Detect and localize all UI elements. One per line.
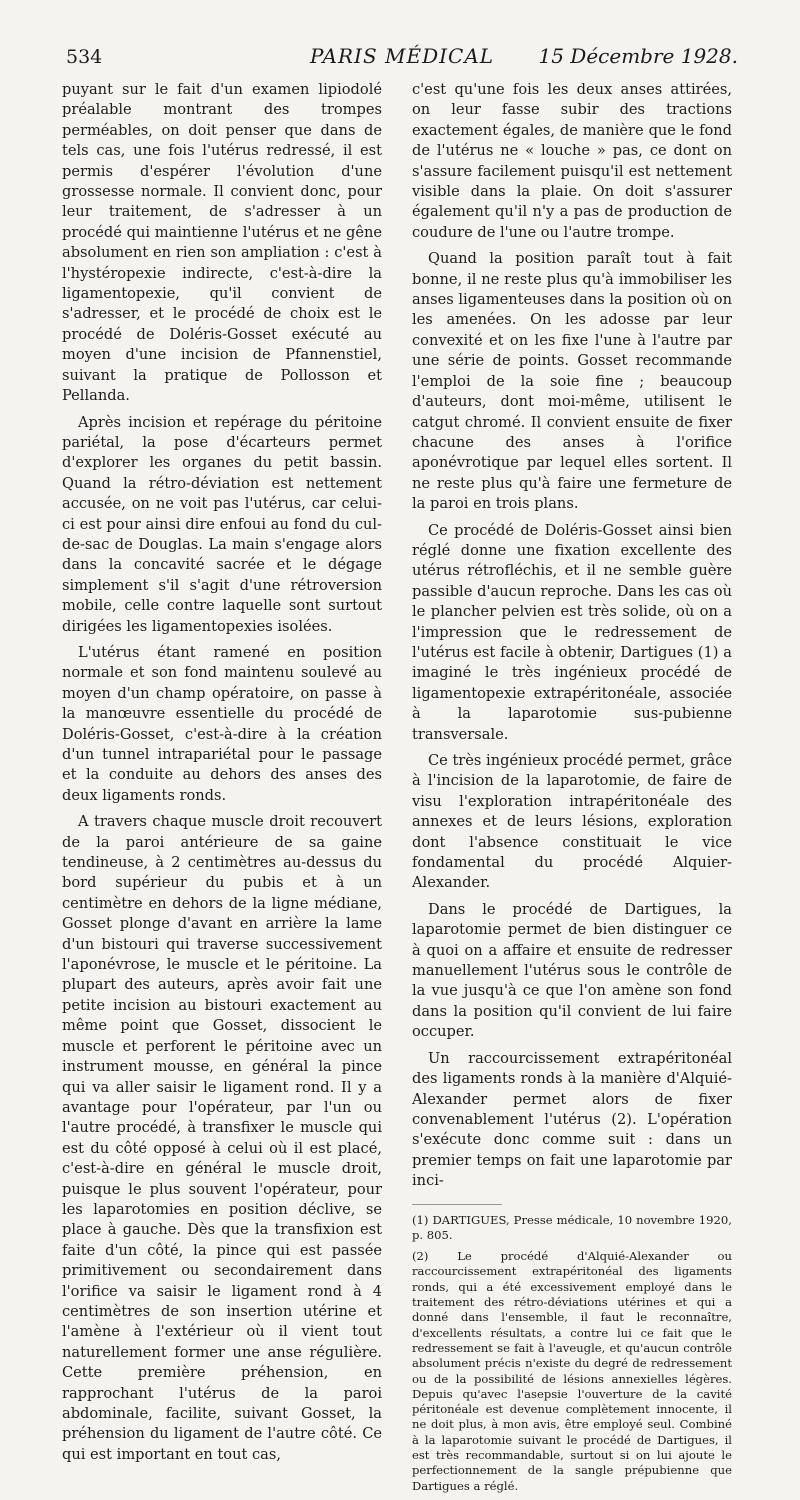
page-header bbox=[66, 44, 738, 74]
footnote-1: (1) DARTIGUES, Presse médicale, 10 novembre 1920, p. 805. bbox=[412, 1212, 732, 1242]
paragraph: Un raccourcissement extrapéritonéal des ligaments ronds à la manière d'Alquié-Alexander permet alors de fixer convenablement l'utérus (2). L'opération s'exécute donc comme suit : dans un premier temps on fait une laparotomie par inci- bbox=[412, 1049, 732, 1190]
journal-title: PARIS MÉDICAL bbox=[309, 44, 495, 68]
issue-date: 15 Décembre 1928. bbox=[538, 44, 738, 68]
paragraph: Après incision et repérage du péritoine pariétal, la pose d'écarteurs permet d'explorer les organes du petit bassin. Quand la rétro-déviation est nettement accusée, on ne voit pas l'utérus, car celui-ci est pour ainsi dire enfoui au fond du cul-de-sac de Douglas. La main s'engage alors dans la concavité sacrée et le dégage simplement s'il s'agit d'une rétroversion mobile, celle contre laquelle sont surtout dirigées les ligamentopexies isolées. bbox=[62, 413, 382, 635]
paragraph: Quand la position paraît tout à fait bonne, il ne reste plus qu'à immobiliser les anses ligamenteuses dans la position où on les amenées. On les adosse par leur convexité et on les fixe l'une à l'autre par une série de points. Gosset recommande l'emploi de la soie fine ; beaucoup d'auteurs, dont moi-même, utilisent le catgut chromé. Il convient ensuite de fixer chacune des anses à l'orifice aponévrotique par lequel elles sortent. Il ne reste plus qu'à faire une fermeture de la paroi en trois plans. bbox=[412, 250, 732, 513]
footnote-2: (2) Le procédé d'Alquié-Alexander ou raccourcissement extrapéritonéal des ligaments ronds, qui a été excessivement employé dans le traitement des rétro-déviations utérines et qui a donné dans l'ensemble, il faut le reconnaître, d'excellents résultats, a contre lui ce fait que le redressement se fait à l'aveugle, et qu'aucun contrôle absolument précis n'existe du degré de redressement ou de la possibilité de lésions annexielles légères. Depuis qu'avec l'asepsie l'ouverture de la cavité péritonéale est devenue complètement innocente, il ne doit plus, à mon avis, être employé seul. Combiné à la laparotomie suivant le procédé de Dartigues, il est très recommandable, surtout si on lui ajoute le perfectionnement de la sangle prépubienne que Dartigues a réglé. bbox=[412, 1249, 732, 1493]
footnote-divider bbox=[412, 1204, 502, 1205]
paragraph: Ce très ingénieux procédé permet, grâce à l'incision de la laparotomie, de faire de visu l'exploration intrapéritonéale des annexes et de leurs lésions, exploration dont l'absence constituait le vice fondamental du procédé Alquier-Alexander. bbox=[412, 752, 732, 892]
left-column bbox=[62, 80, 382, 1471]
paragraph: A travers chaque muscle droit recouvert de la paroi antérieure de sa gaine tendineuse, à 2 centimètres au-dessus du bord supérieur du pubis et à un centimètre en dehors de la ligne médiane, Gosset plonge d'avant en arrière la lame d'un bistouri qui traverse successivement l'aponévrose, le muscle et le péritoine. La plupart des auteurs, après avoir fait une petite incision au bistouri exactement au même point que Gosset, dissocient le muscle et perforent le péritoine avec un instrument mousse, en général la pince qui va aller saisir le ligament rond. Il y a avantage pour l'opérateur, par l'un ou l'autre procédé, à transfixer le muscle qui est du côté opposé à celui où il est placé, c'est-à-dire en général le muscle droit, puisque le plus souvent l'opérateur, pour les laparotomies en position déclive, se place à gauche. Dès que la transfixion est faite d'un côté, la pince qui est passée primitivement ou secondairement dans l'orifice va saisir le ligament rond à 4 centimètres de son insertion utérine et l'amène à l'extérieur où il vient tout naturellement former une anse régulière. Cette première préhension, en rapprochant l'utérus de la paroi abdominale, facilite, suivant Gosset, la préhension du ligament de l'autre côté. Ce qui est important en tout cas, bbox=[62, 813, 382, 1463]
paragraph: Ce procédé de Doléris-Gosset ainsi bien réglé donne une fixation excellente des utérus rétrofléchis, et il ne semble guère passible d'aucun reproche. Dans les cas où le plancher pelvien est très solide, où on a l'impression que le redressement de l'utérus est facile à obtenir, Dartigues (1) a imaginé le très ingénieux procédé de ligamentopexie extrapéritonéale, associée à la laparotomie sus-pubienne transversale. bbox=[412, 521, 732, 743]
paragraph: L'utérus étant ramené en position normale et son fond maintenu soulevé au moyen d'un champ opératoire, on passe à la manœuvre essentielle du procédé de Doléris-Gosset, c'est-à-dire à la création d'un tunnel intrapariétal pour le passage et la conduite au dehors des anses des deux ligaments ronds. bbox=[62, 643, 382, 804]
paragraph: Dans le procédé de Dartigues, la laparotomie permet de bien distinguer ce à quoi on a affaire et ensuite de redresser manuellement l'utérus sous le contrôle de la vue jusqu'à ce que l'on amène son fond dans la position qu'il convient de lui faire occuper. bbox=[412, 900, 732, 1041]
right-column bbox=[412, 80, 732, 1500]
paragraph: c'est qu'une fois les deux anses attirées, on leur fasse subir des tractions exactement égales, de manière que le fond de l'utérus ne « louche » pas, ce dont on s'assure facilement puisqu'il est nettement visible dans la plaie. On doit s'assurer également qu'il n'y a pas de production de coudure de l'une ou l'autre trompe. bbox=[412, 81, 732, 241]
paragraph: puyant sur le fait d'un examen lipiodolé préalable montrant des trompes perméables, on doit penser que dans de tels cas, une fois l'utérus redressé, il est permis d'espérer l'évolution d'une grossesse normale. Il convient donc, pour leur traitement, de s'adresser à un procédé qui maintienne l'utérus et ne gêne absolument en rien son ampliation : c'est à l'hystéropexie indirecte, c'est-à-dire la ligamentopexie, qu'il convient de s'adresser, et le procédé de choix est le procédé de Doléris-Gosset exécuté au moyen d'une incision de Pfannenstiel, suivant la pratique de Pollosson et Pellanda. bbox=[62, 81, 382, 405]
page-number: 534 bbox=[66, 46, 103, 68]
